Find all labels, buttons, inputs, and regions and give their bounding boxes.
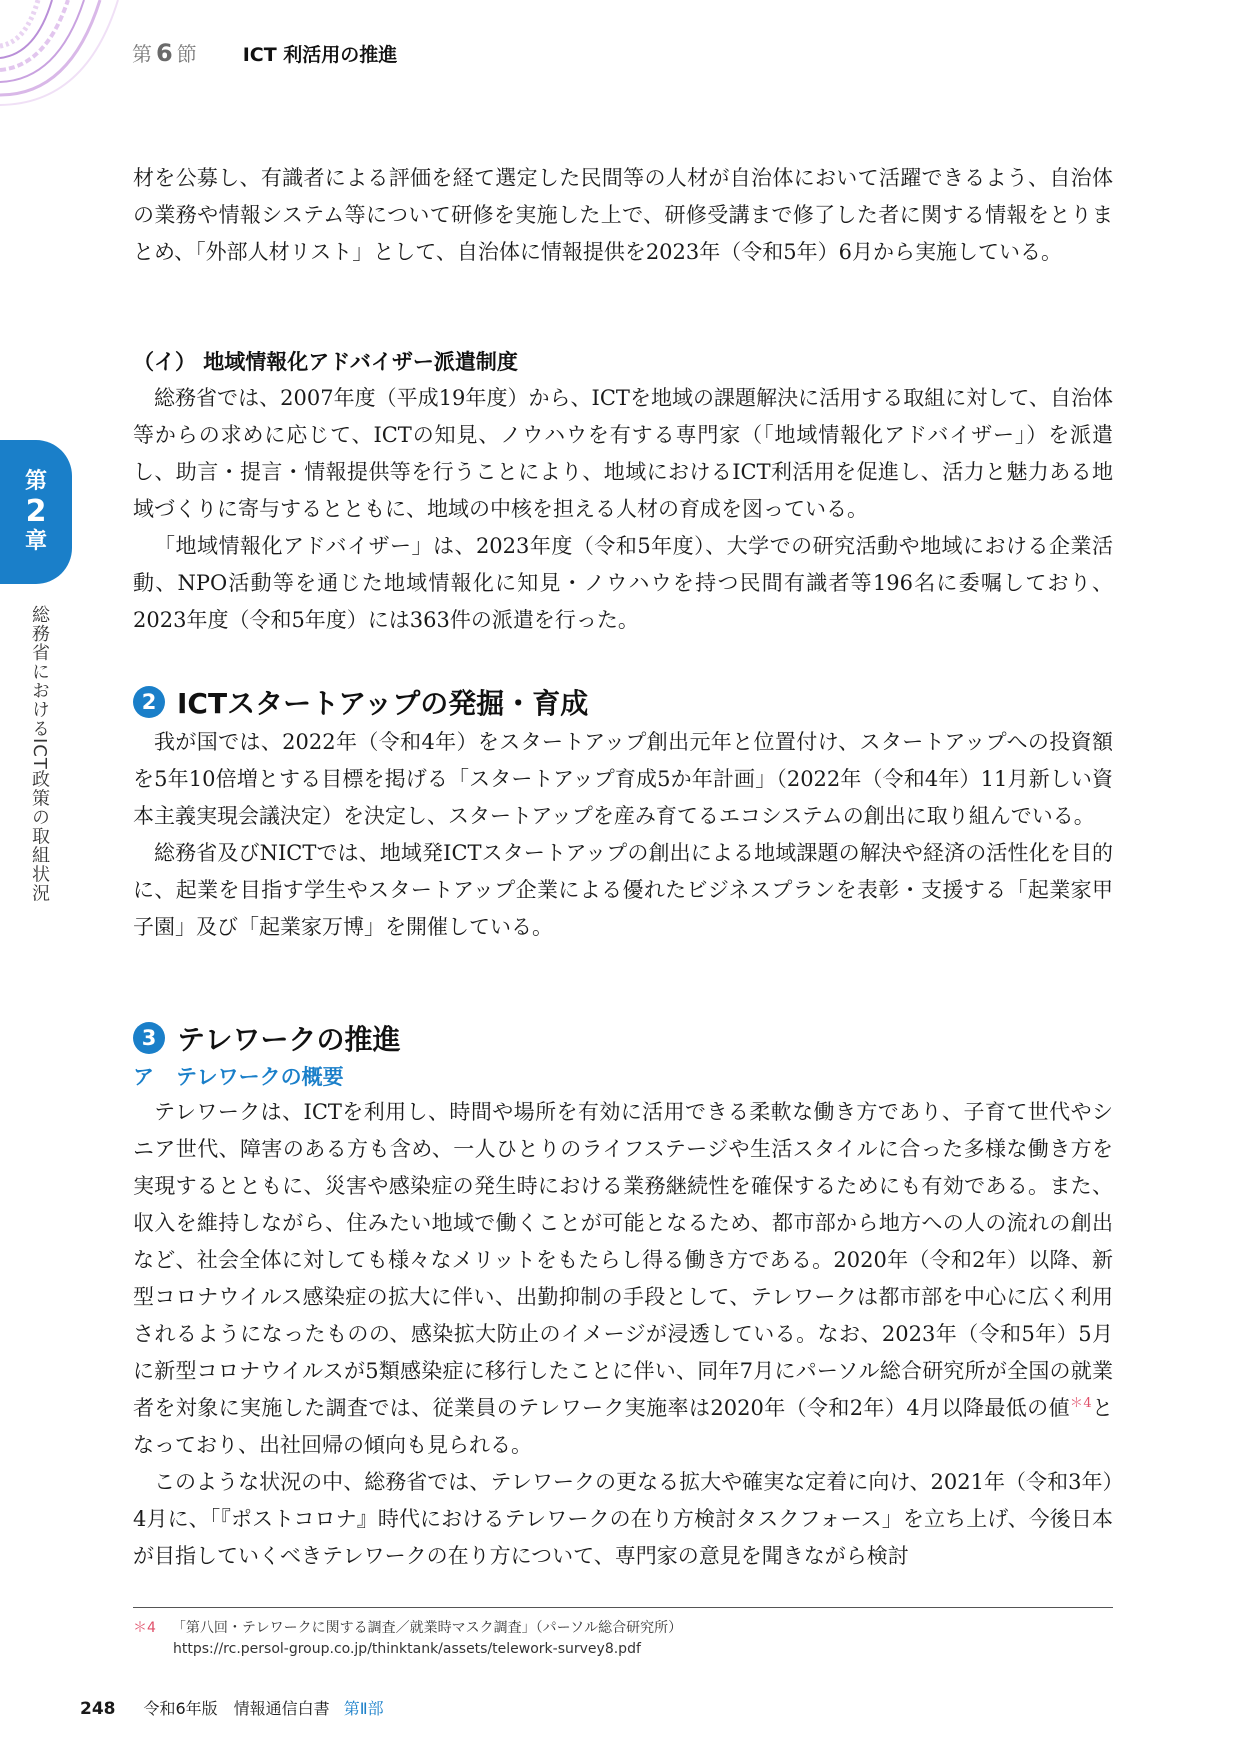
section-2-paragraph-2: 総務省及びNICTでは、地域発ICTスタートアップの創出による地域課題の解決や経済の活性化を目的に、起業を目指す学生やスタートアップ企業による優れたビジネスプランを表彰・支援する「起業家甲子園」及び「起業家万博」を開催している。 — [133, 841, 1113, 939]
section-2-number-badge: 2 — [133, 686, 165, 718]
footnote — [133, 1618, 682, 1660]
publication-title: 令和6年版 情報通信白書 — [143, 1699, 330, 1718]
section-3-block — [133, 1016, 1113, 1575]
section-2-block — [133, 680, 1113, 946]
sub-i-block — [133, 344, 1113, 639]
chapter-vertical-title: 総務省におけるICT政策の取組状況 — [29, 605, 50, 903]
sub-i-paragraph-2: 「地域情報化アドバイザー」は、2023年度（令和5年度）、大学での研究活動や地域における企業活動、NPO活動等を通じた地域情報化に知見・ノウハウを持つ民間有識者等196名に委嘱しており、2023年度（令和5年度）には363件の派遣を行った。 — [133, 534, 1113, 632]
section-3-title: テレワークの推進 — [177, 1023, 401, 1056]
page-number: 248 — [80, 1699, 116, 1719]
section-number: 6 — [156, 39, 173, 67]
section-3-subheading: ア テレワークの概要 — [133, 1065, 344, 1089]
section-2-paragraph-1: 我が国では、2022年（令和4年）をスタートアップ創出元年と位置付け、スタートアップへの投資額を5年10倍増とする目標を掲げる「スタートアップ育成5か年計画」（2022年（令和4年）11月新しい資本主義実現会議決定）を決定し、スタートアップを産み育てるエコシステムの創出に取り組んでいる。 — [133, 730, 1113, 828]
section-3-paragraph-1: テレワークは、ICTを利用し、時間や場所を有効に活用できる柔軟な働き方であり、子育て世代やシニア世代、障害のある方も含め、一人ひとりのライフステージや生活スタイルに合った多様な働き方を実現するとともに、災害や感染症の発生時における業務継続性を確保するためにも有効である。また、収入を維持しながら、住みたい地域で働くことが可能となるため、都市部から地方への人の流れの創出など、社会全体に対しても様々なメリットをもたらし得る働き方である。2020年（令和2年）以降、新型コロナウイルス感染症の拡大に伴い、出勤抑制の手段として、テレワークは都市部を中心に広く利用されるようになったものの、感染拡大防止のイメージが浸透している。なお、2023年（令和5年）5月に新型コロナウイルスが5類感染症に移行したことに伴い、同年7月にパーソル総合研究所が全国の就業者を対象に実施した調査では、従業員のテレワーク実施率は2020年（令和2年）4月以降最低の値$^{*4}$となっており、出社回帰の傾向も見られる。 — [133, 1100, 1113, 1457]
intro-block — [133, 160, 1113, 271]
footnote-mark: ＊4 — [133, 1620, 156, 1636]
page-footer — [80, 1696, 384, 1719]
section-2-title: ICTスタートアップの発掘・育成 — [177, 687, 589, 720]
section-2-heading — [133, 680, 1113, 724]
footnote-text: 「第八回・テレワークに関する調査／就業時マスク調査」（パーソル総合研究所） — [171, 1620, 683, 1636]
footnote-url-link[interactable]: https://rc.persol-group.co.jp/thinktank/assets/telework-survey8.pdf — [173, 1641, 641, 1657]
header-title: ICT 利活用の推進 — [242, 44, 398, 66]
sub-i-paragraph-1: 総務省では、2007年度（平成19年度）から、ICTを地域の課題解決に活用する取組に対して、自治体等からの求めに応じて、ICTの知見、ノウハウを有する専門家（「地域情報化アドバイザー」）を派遣し、助言・提言・情報提供等を行うことにより、地域におけるICT利活用を促進し、活力と魅力ある地域づくりに寄与するとともに、地域の中核を担える人材の育成を図っている。 — [133, 386, 1113, 521]
part-label: 第Ⅱ部 — [343, 1699, 384, 1718]
intro-paragraph: 材を公募し、有識者による評価を経て選定した民間等の人材が自治体において活躍できるよう、自治体の業務や情報システム等について研修を実施した上で、研修受講まで修了した者に関する情報をとりまとめ、「外部人材リスト」として、自治体に情報提供を2023年（令和5年）6月から実施している。 — [133, 166, 1113, 264]
corner-decoration — [0, 0, 130, 110]
section-3-heading — [133, 1016, 1113, 1060]
footnote-reference[interactable]: ＊4 — [1069, 1396, 1092, 1411]
chapter-tab: 第 2 章 — [0, 440, 72, 584]
sub-i-heading: （イ） 地域情報化アドバイザー派遣制度 — [133, 350, 518, 374]
page-header — [132, 38, 397, 68]
section-3-paragraph-2: このような状況の中、総務省では、テレワークの更なる拡大や確実な定着に向け、2021年（令和3年）4月に、「『ポストコロナ』時代におけるテレワークの在り方検討タスクフォース」を立ち上げ、今後日本が目指していくべきテレワークの在り方について、専門家の意見を聞きながら検討 — [133, 1470, 1113, 1568]
footnote-divider — [133, 1607, 1113, 1608]
section-3-number-badge: 3 — [133, 1022, 165, 1054]
section-label: 第 6 節 — [132, 39, 197, 67]
